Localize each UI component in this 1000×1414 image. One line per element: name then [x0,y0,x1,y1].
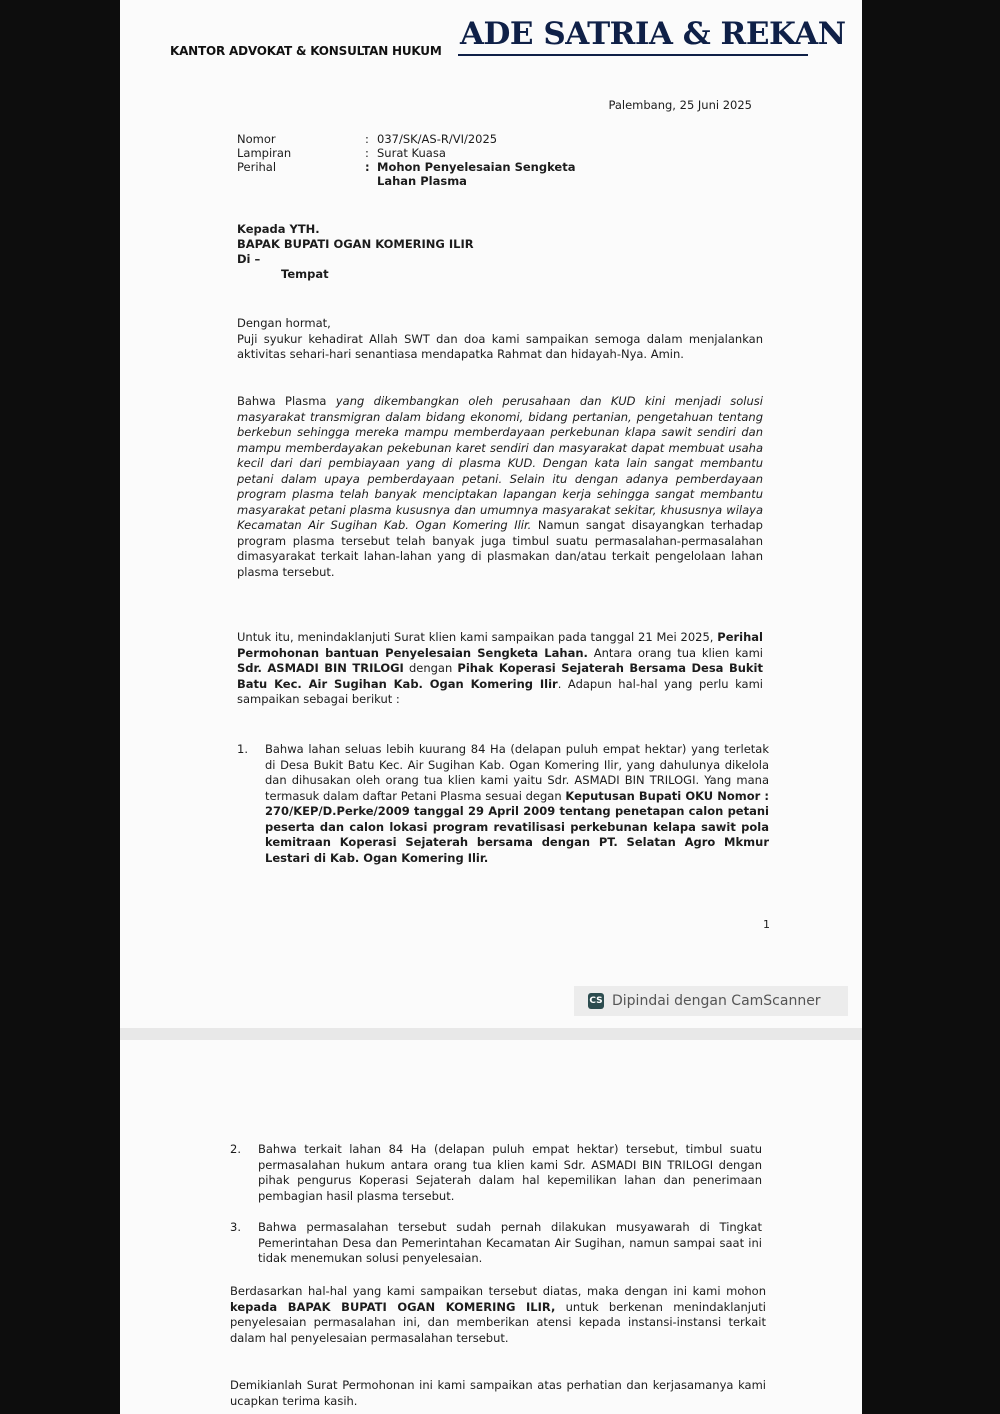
lampiran-label: Lampiran [237,146,292,160]
firm-type: KANTOR ADVOKAT & KONSULTAN HUKUM [170,44,442,58]
list-item: 1. Bahwa lahan seluas lebih kuurang 84 Ha (delapan puluh empat hektar) yang terletak di Desa Bukit Batu Kec. Air Sugihan Kab. Ogan Komering Ilir, yang dahulunya dikelola dan dihusakan oleh orang tua klien kami yaitu Sdr. ASMADI BIN TRILOGI. Yang mana termasuk dalam daftar Petani Plasma sesuai degan Keputusan Bupati OKU Nomor : 270/KEP/D.Perke/2009 tanggal 29 April 2009 tentang penetapan calon petani peserta dan calon lokasi program revatilisasi perkebunan kelapa sawit pola kemitraan Koperasi Sejaterah bersama dengan PT. Selatan Agro Mkmur Lestari di Kab. Ogan Komering Ilir. [237,742,769,865]
request-paragraph: Berdasarkan hal-hal yang kami sampaikan tersebut diatas, maka dengan ini kami mohon kepada BAPAK BUPATI OGAN KOMERING ILIR, untuk berkenan menindaklanjuti penyelesaian permasalahan ini, dan memberikan atensi kepada instansi-instansi terkait dalam hal penyelesaian permasalahan tersebut. [230,1284,766,1345]
plasma-paragraph: Bahwa Plasma yang dikembangkan oleh perusahaan dan KUD kini menjadi solusi masyarakat transmigran dalam bidang ekonomi, bidang pertanian, pengetahuan tentang berkebun sehingga mereka mampu memberdayaan perkebunan klapa sawit sendiri dan mampu memberdayakan pekebunan karet sendiri dan masyarakat dapat membuat usaha kecil dari dari pembiayaan yang di plasma KUD. Dengan kata lain sangat membantu petani dalam upaya pemberdayaan petani. Selain itu dengan adanya pemberdayaan program plasma telah banyak menciptakan lapangan kerja sehingga sangat membantu masyarakat petani plasma kususnya dan umumnya masyarakat sekitar, khususnya wilaya Kecamatan Air Sugihan Kab. Ogan Komering Ilir. Namun sangat disayangkan terhadap program plasma tersebut telah banyak juga timbul suatu permasalahan-permasalahan dimasyarakat terkait lahan-lahan yang di plasmakan dan/atau terkait pengelolaan lahan plasma tersebut. [237,394,763,579]
camscanner-watermark: CS Dipindai dengan CamScanner [574,986,848,1016]
perihal-label: Perihal [237,160,277,174]
list-item: 2. Bahwa terkait lahan 84 Ha (delapan puluh empat hektar) tersebut, timbul suatu permasalahan hukum antara orang tua klien kami Sdr. ASMADI BIN TRILOGI dengan pihak pengurus Koperasi Sejaterah dalam hal kepemilikan lahan dan penerimaan pembagian hasil plasma tersebut. [230,1142,762,1203]
letter-date: Palembang, 25 Juni 2025 [608,98,752,112]
recipient-address: Kepada YTH. BAPAK BUPATI OGAN KOMERING ILIR Di – Tempat [237,222,474,281]
page-number: 1 [763,918,770,931]
nomor-label: Nomor [237,132,276,146]
page-separator [120,1028,862,1040]
header-underline [458,54,808,56]
document-page-2 [120,1040,862,1414]
colon: : [365,146,369,160]
colon: : [365,132,369,146]
nomor-value: 037/SK/AS-R/VI/2025 [377,132,498,146]
camscanner-icon: CS [588,993,604,1009]
list-item: 3. Bahwa permasalahan tersebut sudah pernah dilakukan musyawarah di Tingkat Pemerintahan Desa dan Pemerintahan Kecamatan Air Sugihan, namun sampai saat ini tidak menemukan solusi penyelesaian. [230,1220,762,1265]
letter-meta [237,132,617,188]
perihal-value: Mohon Penyelesaian Sengketa Lahan Plasma [377,160,576,188]
document-page-1 [120,0,862,1028]
colon: : [365,160,370,174]
closing-paragraph: Demikianlah Surat Permohonan ini kami sampaikan atas perhatian dan kerjasamanya kami ucapkan terima kasih. [230,1378,766,1408]
firm-name: ADE SATRIA & REKAN [460,16,846,52]
greeting-paragraph: Dengan hormat, Puji syukur kehadirat Allah SWT dan doa kami sampaikan semoga dalam menjalankan aktivitas sehari-hari senantiasa mendapatka Rahmat dan hidayah-Nya. Amin. [237,316,763,361]
lampiran-value: Surat Kuasa [377,146,446,160]
followup-paragraph: Untuk itu, menindaklanjuti Surat klien kami sampaikan pada tanggal 21 Mei 2025, Perihal Permohonan bantuan Penyelesaian Sengketa Lahan. Antara orang tua klien kami Sdr. ASMADI BIN TRILOGI dengan Pihak Koperasi Sejaterah Bersama Desa Bukit Batu Kec. Air Sugihan Kab. Ogan Komering Ilir. Adapun hal-hal yang perlu kami sampaikan sebagai berikut : [237,630,763,706]
